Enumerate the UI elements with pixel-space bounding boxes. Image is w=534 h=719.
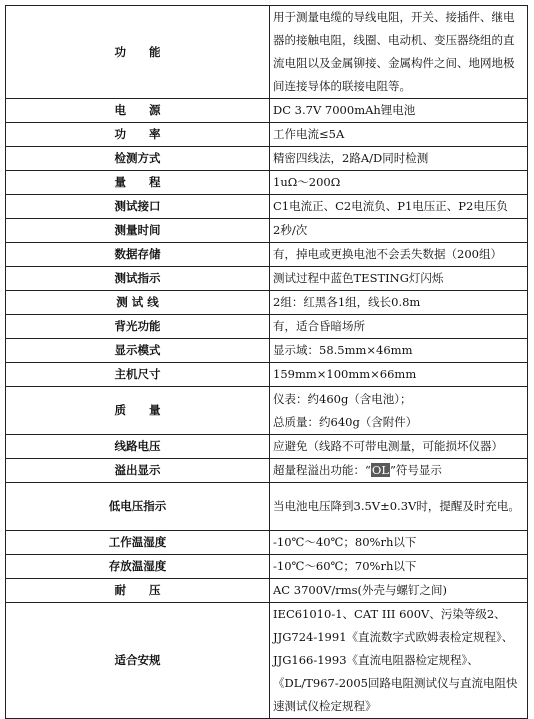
row-value: 2组：红黑各1组，线长0.8m [270,291,528,315]
table-row [6,243,528,267]
table-row [6,123,528,147]
value-line: 总质量：约640g（含附件） [273,414,418,429]
row-value [270,387,528,435]
table-row [6,531,528,555]
value-suffix: ”符号显示 [389,463,442,477]
row-value: 测试过程中蓝色TESTING灯闪烁 [270,267,528,291]
row-value: -10℃～40℃；80%rh以下 [270,531,528,555]
table-row [6,291,528,315]
row-key: 适合安规 [6,603,270,719]
table-row [6,147,528,171]
row-value: 有，掉电或更换电池不会丢失数据（200组） [270,243,528,267]
row-value: IEC61010-1、CAT III 600V、污染等级2、JJG724-1991《直流数字式欧姆表检定规程》、JJG166-1993《直流电阻器检定规程》、《DL/T967-2005回路电阻测试仪与直流电阻快速测试仪检定规程》 [270,603,528,719]
row-key: 检测方式 [6,147,270,171]
row-value: 1uΩ～200Ω [270,171,528,195]
row-key: 测试接口 [6,195,270,219]
row-value: 工作电流≤5A [270,123,528,147]
row-key: 显示模式 [6,339,270,363]
table-row [6,483,528,531]
table-row [6,555,528,579]
row-key: 耐 压 [6,579,270,603]
row-value: C1电流正、C2电流负、P1电压正、P2电压负 [270,195,528,219]
row-key: 背光功能 [6,315,270,339]
table-row [6,99,528,123]
row-key: 低电压指示 [6,483,270,531]
row-value: 有，适合昏暗场所 [270,315,528,339]
table-row [6,195,528,219]
row-key: 溢出显示 [6,459,270,483]
row-value: AC 3700V/rms(外壳与螺钉之间) [270,579,528,603]
value-line: 仪表：约460g（含电池）； [273,391,412,406]
ol-symbol: OL [371,463,389,477]
row-value: 应避免（线路不可带电测量，可能损坏仪器） [270,435,528,459]
row-key: 功 能 [6,6,270,99]
table-row [6,459,528,483]
table-row [6,6,528,99]
row-key: 存放温湿度 [6,555,270,579]
row-value: 159mm×100mm×66mm [270,363,528,387]
table-row [6,219,528,243]
row-key: 主机尺寸 [6,363,270,387]
row-key: 电 源 [6,99,270,123]
spec-table [5,5,528,719]
row-value: 用于测量电缆的导线电阻，开关、接插件、继电器的接触电阻，线圈、电动机、变压器绕组的直流电阻以及金属铆接、金属构件之间、地网地极间连接导体的联接电阻等。 [270,6,528,99]
row-value: 显示域：58.5mm×46mm [270,339,528,363]
row-key: 量 程 [6,171,270,195]
row-value: 当电池电压降到3.5V±0.3V时，提醒及时充电。 [270,483,528,531]
row-key: 质 量 [6,387,270,435]
table-row [6,603,528,719]
row-key: 测 试 线 [6,291,270,315]
row-key: 数据存储 [6,243,270,267]
table-row [6,339,528,363]
row-key: 测量时间 [6,219,270,243]
table-row [6,435,528,459]
table-row [6,171,528,195]
table-row [6,579,528,603]
table-row [6,387,528,435]
row-value: 2秒/次 [270,219,528,243]
table-row [6,363,528,387]
table-row [6,315,528,339]
row-key: 功 率 [6,123,270,147]
value-prefix: 超量程溢出功能：“ [273,463,371,477]
table-row [6,267,528,291]
row-key: 测试指示 [6,267,270,291]
row-value: -10℃～60℃；70%rh以下 [270,555,528,579]
row-key: 工作温湿度 [6,531,270,555]
row-value [270,459,528,483]
row-value: 精密四线法，2路A/D同时检测 [270,147,528,171]
row-value: DC 3.7V 7000mAh锂电池 [270,99,528,123]
row-key: 线路电压 [6,435,270,459]
